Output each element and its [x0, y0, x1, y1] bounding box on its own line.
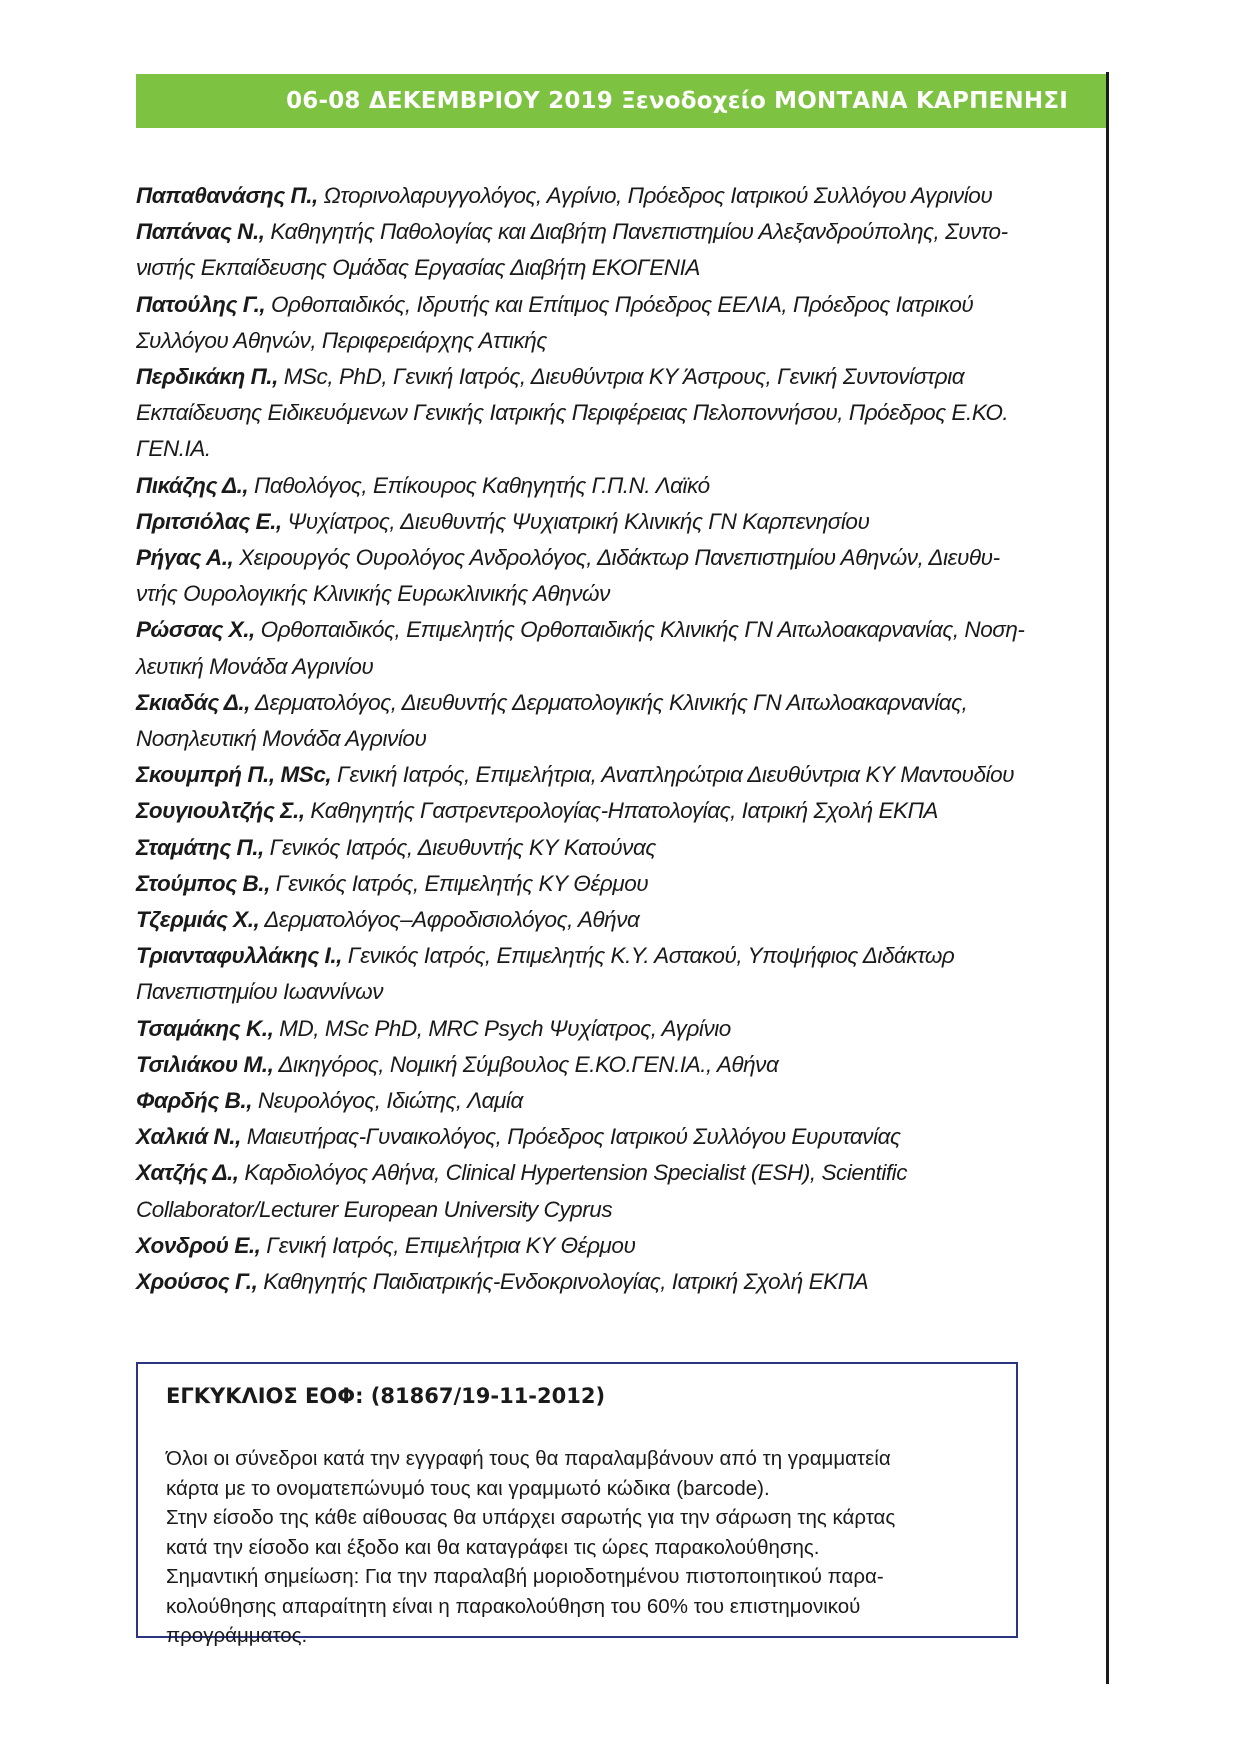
- speaker-name: Χρούσος Γ.,: [136, 1269, 258, 1295]
- speaker-name: Τσαμάκης Κ.,: [136, 1015, 274, 1041]
- right-margin-rule: [1106, 72, 1109, 1684]
- speaker-name: Πικάζης Δ.,: [136, 472, 249, 498]
- speaker-description-line: Πανεπιστημίου Ιωαννίνων: [136, 979, 384, 1005]
- notice-line: Σημαντική σημείωση: Για την παραλαβή μοριοδοτημένου πιστοποιητικού παρα-: [166, 1565, 884, 1588]
- speaker-name: Φαρδής Β.,: [136, 1088, 253, 1114]
- speaker-description-line: Δικηγόρος, Νομική Σύμβουλος Ε.ΚΟ.ΓΕΝ.ΙΑ., Αθήνα: [273, 1051, 779, 1077]
- speaker-description-line: Γενικός Ιατρός, Επιμελητής ΚΥ Θέρμου: [269, 870, 649, 896]
- notice-line: κολούθησης απαραίτητη είναι η παρακολούθηση του 60% του επιστημονικού: [166, 1594, 861, 1618]
- speaker-entry: [136, 178, 1056, 214]
- speaker-entry: [136, 1083, 1056, 1119]
- speaker-description-line: Συλλόγου Αθηνών, Περιφερειάρχης Αττικής: [136, 327, 547, 353]
- speaker-description-line: Collaborator/Lecturer European University Cyprus: [136, 1196, 613, 1222]
- speaker-name: Τζερμιάς Χ.,: [136, 907, 260, 933]
- speaker-name: Στούμπος Β.,: [136, 870, 270, 896]
- speaker-description-line: Ορθοπαιδικός, Ιδρυτής και Επίτιμος Πρόεδρος ΕΕΛΙΑ, Πρόεδρος Ιατρικού: [265, 291, 974, 317]
- speaker-description-line: ΓΕΝ.ΙΑ.: [136, 436, 211, 462]
- speaker-entry: [136, 1155, 1056, 1227]
- speaker-description-line: Εκπαίδευσης Ειδικευόμενων Γενικής Ιατρικής Περιφέρειας Πελοποννήσου, Πρόεδρος Ε.ΚΟ.: [136, 400, 1009, 426]
- speaker-description-line: Γενική Ιατρός, Επιμελήτρια, Αναπληρώτρια Διευθύντρια ΚΥ Μαντουδίου: [331, 762, 1015, 788]
- speaker-entry: [136, 866, 1056, 902]
- speaker-entry: [136, 830, 1056, 866]
- speaker-name: Πατούλης Γ.,: [136, 291, 266, 317]
- speaker-description-line: Ωτορινολαρυγγολόγος, Αγρίνιο, Πρόεδρος Ιατρικού Συλλόγου Αγρινίου: [317, 183, 993, 208]
- speaker-name: Σταμάτης Π.,: [136, 834, 264, 860]
- speaker-description-line: Παθολόγος, Επίκουρος Καθηγητής Γ.Π.Ν. Λαϊκό: [248, 472, 710, 498]
- notice-line: Στην είσοδο της κάθε αίθουσας θα υπάρχει σαρωτής για την σάρωση της κάρτας: [166, 1506, 896, 1529]
- speaker-entry: [136, 214, 1056, 286]
- notice-line: κατά την είσοδο και έξοδο και θα καταγράφει τις ώρες παρακολούθησης.: [166, 1535, 820, 1559]
- notice-title: ΕΓΚΥΚΛΙΟΣ ΕΟΦ: (81867/19-11-2012): [166, 1384, 606, 1408]
- notice-line: κάρτα με το ονοματεπώνυμό τους και γραμμωτό κώδικα (barcode).: [166, 1476, 770, 1500]
- speaker-description-line: Γενική Ιατρός, Επιμελήτρια ΚΥ Θέρμου: [260, 1232, 636, 1258]
- speaker-name: Τριανταφυλλάκης Ι.,: [136, 943, 342, 969]
- speaker-entry: [136, 1228, 1056, 1264]
- speaker-description-line: Νευρολόγος, Ιδιώτης, Λαμία: [252, 1088, 523, 1114]
- speaker-name: Ρήγας Α.,: [136, 545, 234, 571]
- speaker-name: Σουγιουλτζής Σ.,: [136, 798, 305, 824]
- notice-body: [166, 1444, 966, 1651]
- speaker-description-line: Ορθοπαιδικός, Επιμελητής Ορθοπαιδικής Κλινικής ΓΝ Αιτωλοακαρνανίας, Νοση-: [254, 617, 1025, 643]
- speaker-name: Σκουμπρή Π., MSc,: [136, 762, 332, 788]
- speaker-entry: [136, 685, 1056, 757]
- speaker-entry: [136, 1047, 1056, 1083]
- speaker-description-line: λευτική Μονάδα Αγρινίου: [136, 653, 374, 679]
- speaker-description-line: Χειρουργός Ουρολόγος Ανδρολόγος, Διδάκτωρ Πανεπιστημίου Αθηνών, Διευθυ-: [233, 545, 1000, 571]
- speaker-description-line: Καθηγητής Παθολογίας και Διαβήτη Πανεπιστημίου Αλεξανδρούπολης, Συντο-: [264, 219, 1008, 245]
- speaker-description-line: Μαιευτήρας-Γυναικολόγος, Πρόεδρος Ιατρικού Συλλόγου Ευρυτανίας: [240, 1124, 901, 1150]
- notice-line: προγράμματος.: [166, 1624, 308, 1647]
- speaker-entry: [136, 504, 1056, 540]
- speaker-entry: [136, 793, 1056, 829]
- speaker-entry: [136, 612, 1056, 684]
- speaker-description-line: Καθηγητής Παιδιατρικής-Ενδοκρινολογίας, Ιατρική Σχολή ΕΚΠΑ: [257, 1269, 869, 1295]
- speaker-entry: [136, 1264, 1056, 1300]
- header-title: 06-08 ΔΕΚΕΜΒΡΙΟΥ 2019 Ξενοδοχείο ΜΟΝΤΑΝΑ ΚΑΡΠΕΝΗΣΙ: [286, 88, 1068, 114]
- speaker-name: Τσιλιάκου Μ.,: [136, 1051, 274, 1077]
- speaker-entry: [136, 540, 1056, 612]
- speaker-entry: [136, 1011, 1056, 1047]
- header-bar: [136, 74, 1106, 128]
- speaker-entry: [136, 287, 1056, 359]
- speaker-entry: [136, 1119, 1056, 1155]
- speaker-name: Παπάνας Ν.,: [136, 219, 265, 245]
- speaker-name: Χατζής Δ.,: [136, 1160, 239, 1186]
- speaker-entry: [136, 359, 1056, 468]
- speaker-name: Χαλκιά Ν.,: [136, 1124, 241, 1150]
- speaker-description-line: MSc, PhD, Γενική Ιατρός, Διευθύντρια ΚΥ Άστρους, Γενική Συντονίστρια: [277, 364, 965, 390]
- notice-line: Όλοι οι σύνεδροι κατά την εγγραφή τους θα παραλαμβάνουν από τη γραμματεία: [166, 1447, 891, 1470]
- speaker-name: Πριτσιόλας Ε.,: [136, 508, 282, 534]
- speaker-description-line: Καθηγητής Γαστρεντερολογίας-Ηπατολογίας, Ιατρική Σχολή ΕΚΠΑ: [304, 798, 938, 824]
- speaker-description-line: ντής Ουρολογικής Κλινικής Ευρωκλινικής Αθηνών: [136, 581, 610, 607]
- speaker-description-line: Γενικός Ιατρός, Διευθυντής ΚΥ Κατούνας: [263, 834, 656, 860]
- speaker-name: Ρώσσας Χ.,: [136, 617, 255, 643]
- speaker-description-line: Δερματολόγος–Αφροδισιολόγος, Αθήνα: [259, 907, 640, 933]
- speaker-name: Περδικάκη Π.,: [136, 364, 278, 390]
- eof-notice-box: [136, 1362, 1018, 1647]
- speaker-name: Σκιαδάς Δ.,: [136, 689, 250, 715]
- speaker-entry: [136, 468, 1056, 504]
- speaker-entry: [136, 902, 1056, 938]
- speaker-list: [136, 178, 1056, 1300]
- speaker-entry: [136, 938, 1056, 1010]
- speaker-name: Παπαθανάσης Π.,: [136, 183, 318, 208]
- speaker-description-line: Γενικός Ιατρός, Επιμελητής Κ.Υ. Αστακού, Υποψήφιος Διδάκτωρ: [341, 943, 955, 969]
- speaker-description-line: MD, MSc PhD, MRC Psych Ψυχίατρος, Αγρίνιο: [273, 1015, 731, 1041]
- speaker-description-line: Δερματολόγος, Διευθυντής Δερματολογικής Κλινικής ΓΝ Αιτωλοακαρνανίας,: [249, 689, 968, 715]
- speaker-description-line: Καρδιολόγος Αθήνα, Clinical Hypertension Specialist (ESH), Scientific: [238, 1160, 908, 1186]
- speaker-description-line: νιστής Εκπαίδευσης Ομάδας Εργασίας Διαβήτη ΕΚΟΓΕΝΙΑ: [136, 255, 700, 281]
- speaker-description-line: Ψυχίατρος, Διευθυντής Ψυχιατρική Κλινικής ΓΝ Καρπενησίου: [281, 508, 870, 534]
- speaker-description-line: Νοσηλευτική Μονάδα Αγρινίου: [136, 726, 427, 752]
- speaker-entry: [136, 757, 1056, 793]
- speaker-name: Χονδρού Ε.,: [136, 1232, 261, 1258]
